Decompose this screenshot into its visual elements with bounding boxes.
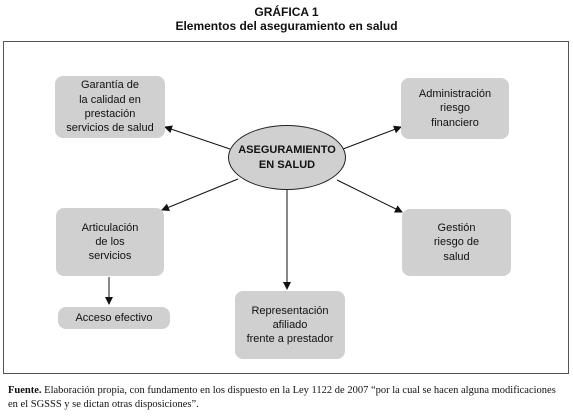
node-representacion: Representación afiliado frente a prestador <box>235 291 345 359</box>
node-acceso: Acceso efectivo <box>58 307 170 329</box>
source-note <box>8 384 568 412</box>
arrow-to-garantia <box>165 127 230 149</box>
arrow-to-articulacion <box>162 179 238 210</box>
node-garantia: Garantía de la calidad en prestación servicios de salud <box>55 76 165 138</box>
arrow-to-gestion <box>337 180 402 212</box>
source-text: Elaboración propia, con fundamento en los dispuesto en la Ley 1122 de 2007 “por la cual se hacen alguna modificaciones en el SGSSS y se dictan otras disposiciones”. <box>8 385 556 411</box>
source-label: Fuente. <box>8 385 42 396</box>
node-administracion: Administración riesgo financiero <box>401 78 509 139</box>
figure-label: GRÁFICA 1 <box>254 5 319 19</box>
node-gestion: Gestión riesgo de salud <box>402 209 511 276</box>
arrow-to-administracion <box>343 127 401 149</box>
center-node: ASEGURAMIENTO EN SALUD <box>228 125 346 190</box>
node-articulacion: Articulación de los servicios <box>56 208 164 276</box>
figure-title: Elementos del aseguramiento en salud <box>175 19 398 33</box>
